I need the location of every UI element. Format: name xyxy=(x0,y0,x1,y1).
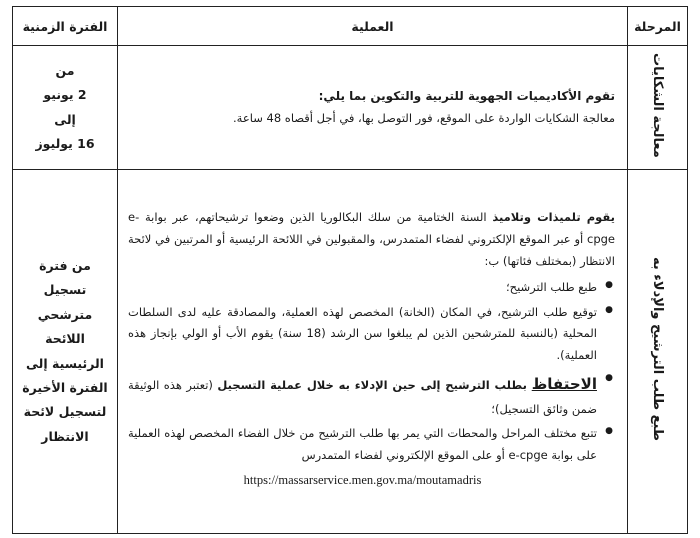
period-end: 16 يوليوز xyxy=(35,135,95,151)
stage-complaints: معالجة الشكايات xyxy=(650,53,665,158)
intro-bold: يقوم تلميذات وتلاميذ xyxy=(492,210,615,225)
period-text: من فترة تسجيل مترشحي اللائحة الرئيسية إلى الفترة الأخيرة لتسجيل لائحة الانتظار xyxy=(22,258,108,444)
period-cell xyxy=(13,46,118,170)
header-stage: المرحلة xyxy=(628,7,688,46)
period-cell xyxy=(13,170,118,534)
list-item xyxy=(128,277,597,299)
list-item xyxy=(128,302,597,368)
bullet-sign: توقيع طلب الترشيح، في المكان (الخانة) المخصص لهذه العملية، والمصادقة عليه لدى السلطات المحلية (بالنسبة للمترشحين الذين لم يبلغوا سن الرشد (18 سنة) يقوم الأب أو الولي بإنجاز هذه العملية). xyxy=(128,304,597,363)
operation-intro xyxy=(128,207,615,273)
period-from: من xyxy=(55,62,75,78)
operation-cell xyxy=(118,170,628,534)
table-header-row xyxy=(13,7,688,46)
header-operation: العملية xyxy=(118,7,628,46)
header-period: الفترة الزمنية xyxy=(13,7,118,46)
bullet-keep-bold: بطلب الترشيح إلى حين الإدلاء به خلال عملية التسجيل xyxy=(217,378,532,393)
period-to: إلى xyxy=(54,111,76,127)
intro-text: السنة الختامية من سلك البكالوريا الذين وضعوا ترشيحاتهم، عبر بوابة e-cpge أو عبر الموقع الإلكتروني لفضاء المتمدرس، والمقبولين في اللائحة الرئيسية أو المرتبين في لائحة الانتظار (بمختلف فئاتها) ب: xyxy=(128,210,615,268)
portal-url: https://massarservice.men.gov.ma/moutamadris xyxy=(243,473,482,488)
schedule-table xyxy=(12,6,688,534)
stage-print-application: طبع طلب الترشيح والإدلاء به xyxy=(650,257,665,442)
list-item xyxy=(128,423,597,492)
bullet-print: طبع طلب الترشيح؛ xyxy=(505,279,597,294)
operation-title: تقوم الأكاديميات الجهوية للتربية والتكوين بما يلي: xyxy=(318,89,615,104)
bullet-keep-highlight: الاحتفاظ xyxy=(531,375,597,394)
table-row xyxy=(13,170,688,534)
operation-cell xyxy=(118,46,628,170)
period-start: 2 يونيو xyxy=(43,87,87,103)
operation-text: معالجة الشكايات الواردة على الموقع، فور التوصل بها، في أجل أقصاه 48 ساعة. xyxy=(233,110,615,125)
bullet-track: تتبع مختلف المراحل والمحطات التي يمر بها طلب الترشيح من خلال الفضاء المخصص لهذه العملية على بوابة e-cpge أو على الموقع الإلكتروني لفضاء المتمدرس xyxy=(128,426,597,463)
bullet-keep-text: (تعتبر هذه الوثيقة ضمن وثائق التسجيل)؛ xyxy=(128,378,597,416)
stage-cell xyxy=(628,170,688,534)
list-item xyxy=(128,370,597,420)
operation-list xyxy=(128,277,615,493)
stage-cell xyxy=(628,46,688,170)
table-row xyxy=(13,46,688,170)
